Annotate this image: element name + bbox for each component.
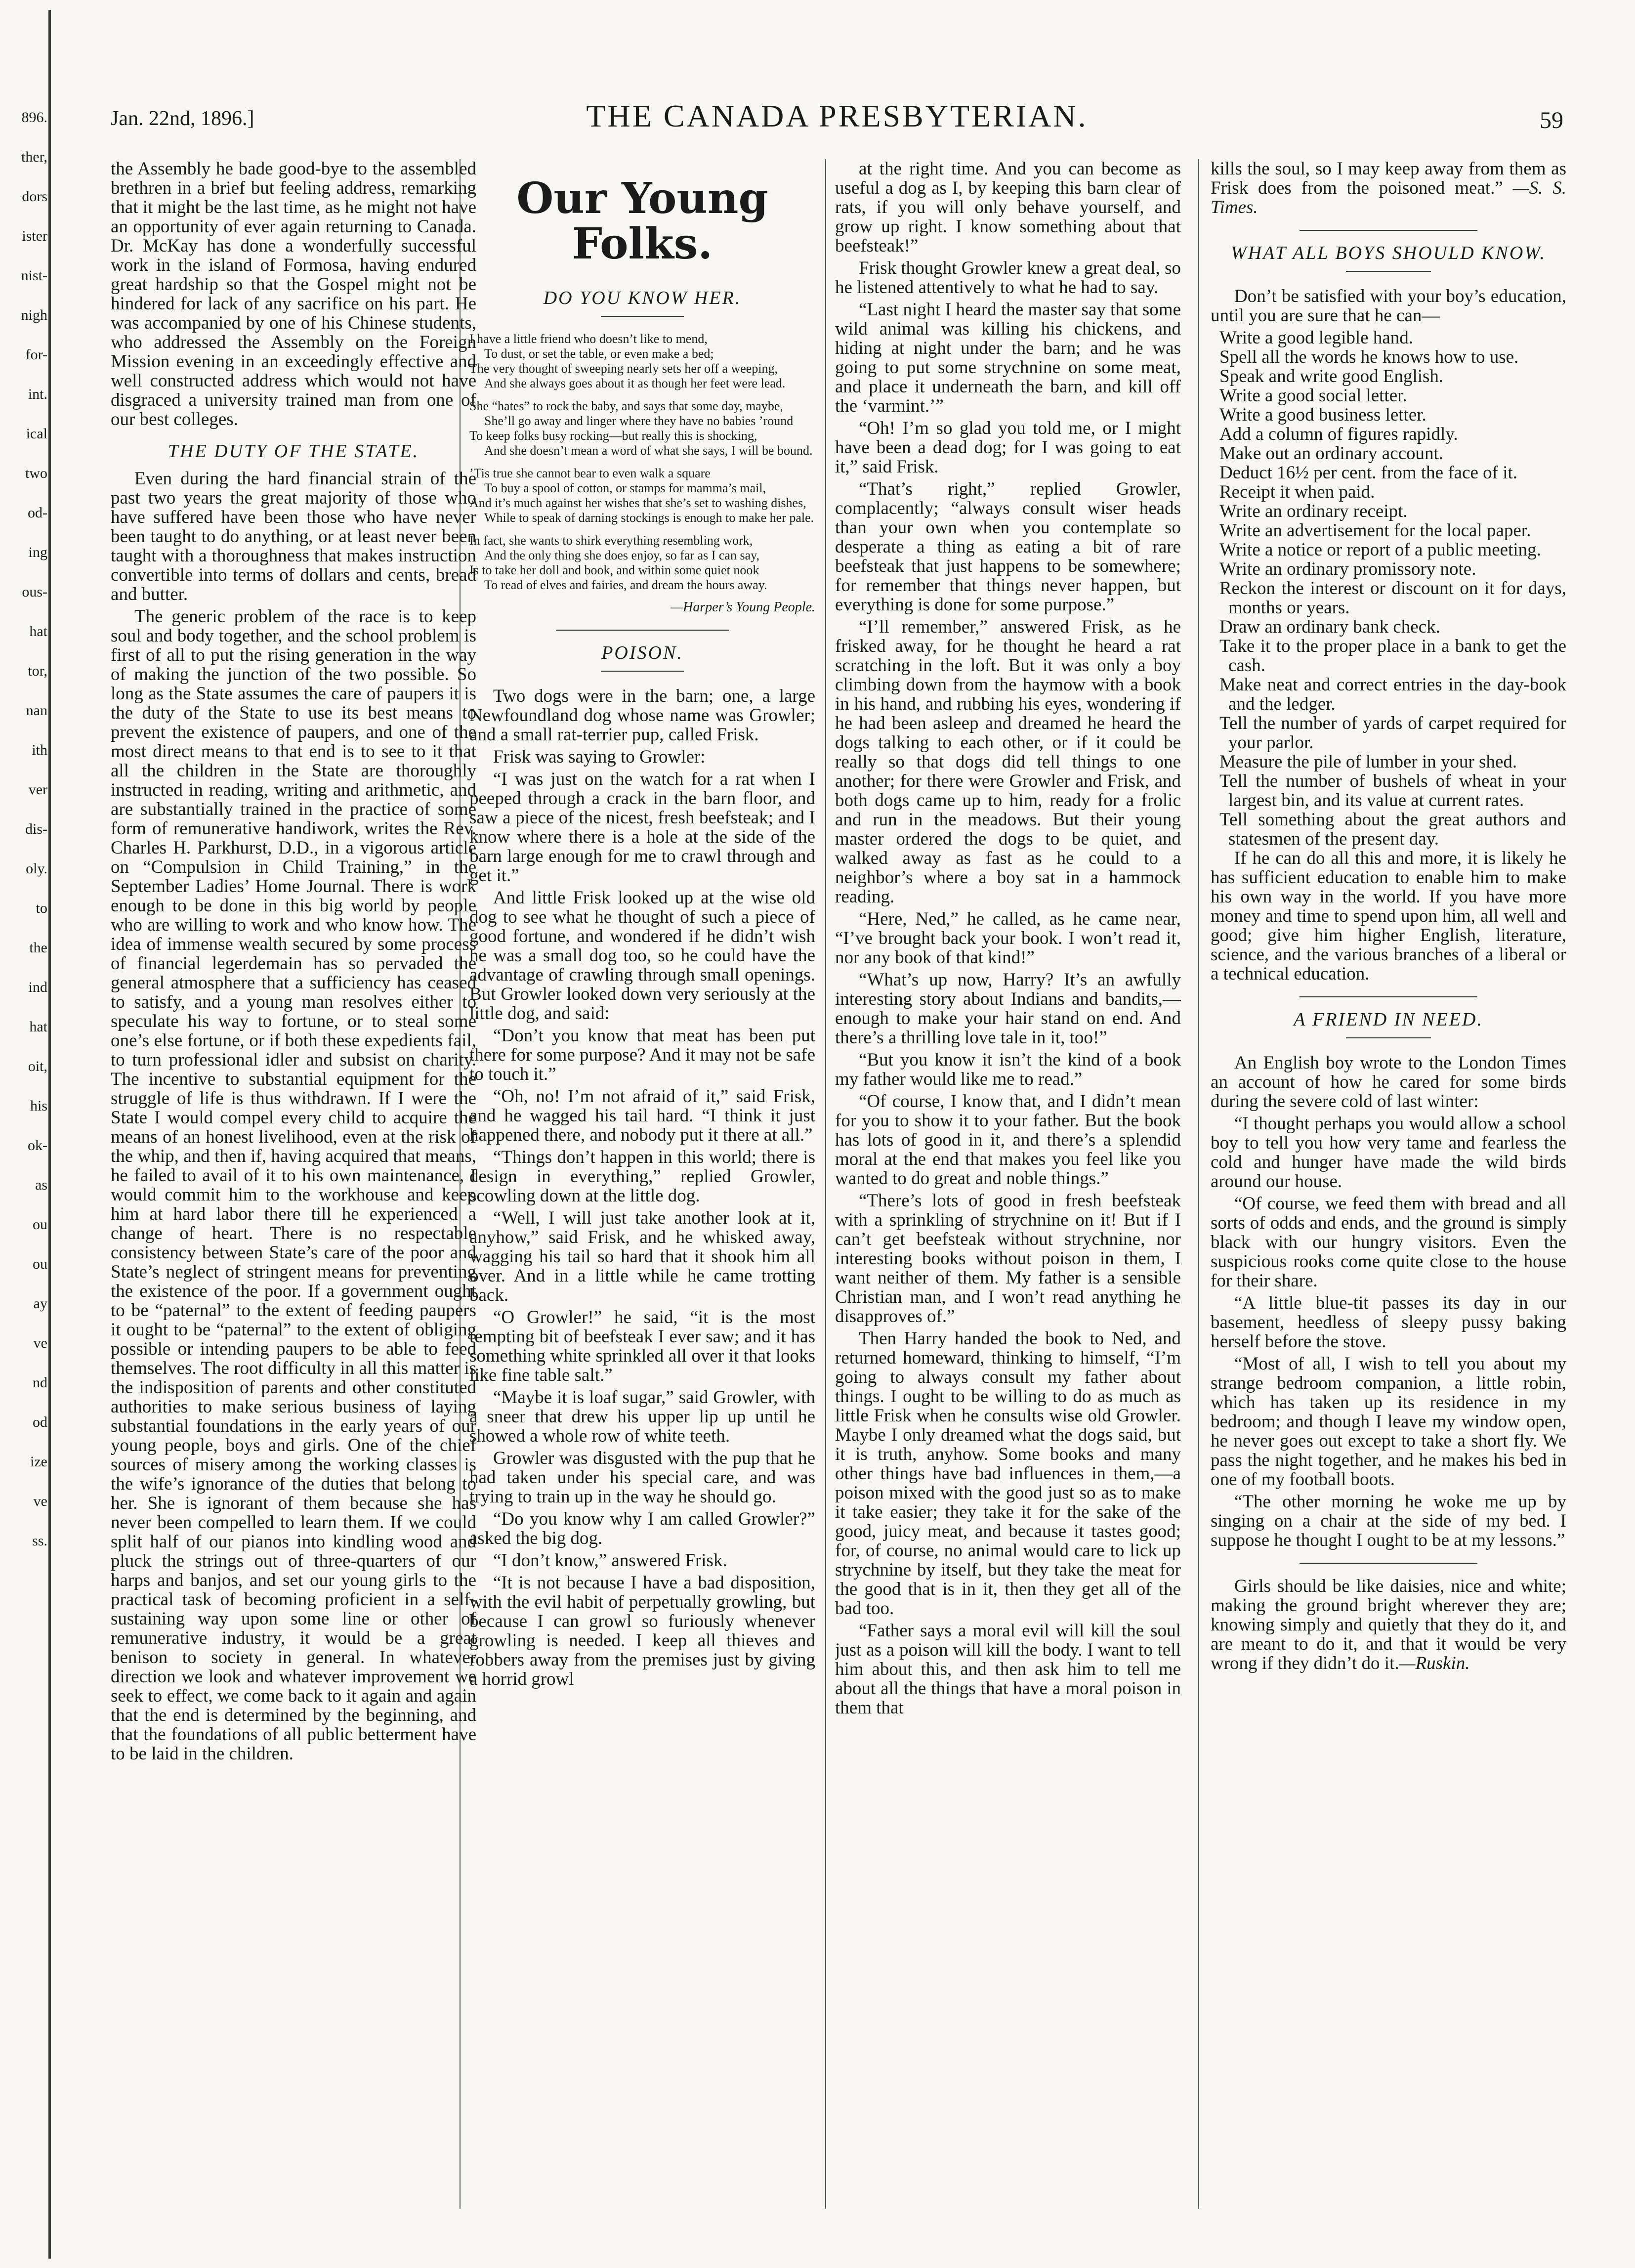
paragraph: The generic problem of the race is to keep soul and body together, and the school problem is first of all to put the rising generation in the way of making the junction of the two possible. So long as the State assumes the care of paupers it is the duty of the State to use its best means to prevent the existence of paupers, and one of the most direct means to that end is to see to it that all the children in the State are thoroughly instructed in reading, writing and arithmetic, and are substantially trained in the practice of some form of remunerative handiwork, writes the Rev. Charles H. Parkhurst, D.D., in a vigorous article on “Compulsion in Child Training,” in the September Ladies’ Home Journal. There is work enough to be done in this big world by people who are willing to work and who know how. The idea of immense wealth secured by some process of financial legerdemain has so pervaded the general atmosphere that a sufficiency has ceased to satisfy, and a young man resolves either to speculate his way to fortune, or to steal some one’s else fortune, or if both these expedients fail, to turn professional idler and subsist on charity. The incentive to substantial equipment for the struggle of life is thus withdrawn. If I were the State I would compel every child to acquire the means of an honest livelihood, even at the risk of the whip, and then if, having acquired that means, he failed to avail of it to his own maintenance, I would commit him to the workhouse and keep him at hard labor there till he experienced a change of heart. There is no respectable consistency between State’s care of the poor and State’s neglect of stringent means for preventing the existence of the poor. If a government ought to be “paternal” to the extent of feeding paupers it ought to be “paternal” to the extent of obliging possible or intending paupers to be able to feed themselves. The root difficulty in all this matter is the indisposition of parents and other constituted authorities to make serious business of laying substantial foundations in the early years of our young people, boys and girls. One of the chief sources of misery among the working classes is the wife’s ignorance of the duties that belong to her. She is ignorant of them because she has never been compelled to learn them. If we could split half of our pianos into kindling wood and pluck the strings out of three-quarters of our harps and banjos, and set our young girls to the practical task of becoming proficient in a self-sustaining way upon some line or other of remunerative industry, it would be a great benison to society in general. In whatever direction we look and whatever improvement we seek to effect, we come back to it again and again that the end is determined by the beginning, and that the foundations of all public betterment have to be laid in the children. <box>111 606 476 1764</box>
edge-fragment: for- <box>25 346 47 363</box>
boys-close: If he can do all this and more, it is likely he has sufficient education to enable him to make his own way in the world. If you have more money and time to spend upon him, all well and good; give him higher English, literature, science, and the various branches of a liberal or a technical education. <box>1211 848 1566 984</box>
edge-fragment: ical <box>26 426 47 442</box>
section-rule <box>1300 230 1477 231</box>
column-4 <box>1211 159 1566 2209</box>
paragraph: Two dogs were in the barn; one, a large Newfoundland dog whose name was Growler; and a small rat-terrier pup, called Frisk. <box>469 686 815 745</box>
paragraph: “Well, I will just take another look at it, anyhow,” said Frisk, and he whisked away, wagging his tail so hard that it shook him all over. And in a little while he came trotting back. <box>469 1208 815 1305</box>
story-ending-text: kills the soul, so I may keep away from them as Frisk does from the poisoned meat.” <box>1211 159 1566 198</box>
paragraph: And little Frisk looked up at the wise old dog to see what he thought of such a piece of good fortune, and wondered if he didn’t wish he was a small dog too, so he could have the advantage of crawling through small openings. But Growler looked down very seriously at the little dog, and said: <box>469 888 815 1024</box>
boys-heading: WHAT ALL BOYS SHOULD KNOW. <box>1231 243 1546 263</box>
story-source: —S. S. Times. <box>1211 178 1566 217</box>
edge-fragment: nigh <box>21 307 47 323</box>
edge-fragment: ou <box>33 1216 47 1233</box>
paragraph: “What’s up now, Harry? It’s an awfully interesting story about Indians and bandits,—enough to make your hair stand on end. And there’s a thrilling love tale in it, too!” <box>835 970 1181 1048</box>
closing-text: Girls should be like daisies, nice and white; making the ground bright wherever they are; knowing simply and quietly that they do it, and are meant to do it, and that it would be very wrong if they didn’t do it. <box>1211 1576 1566 1673</box>
list-item: Measure the pile of lumber in your shed. <box>1219 752 1517 772</box>
paragraph: “I thought perhaps you would allow a school boy to tell you how very tame and fearless the cold and hunger have made the wild birds around our house. <box>1211 1113 1566 1192</box>
poem-line: While to speak of darning stockings is enough to make her pale. <box>484 511 814 525</box>
duty-of-state-body <box>111 469 476 1763</box>
column-rule <box>1198 159 1199 2209</box>
edge-fragment: ith <box>32 742 47 758</box>
paragraph: “Things don’t happen in this world; there is design in everything,” replied Growler, scowling down at the little dog. <box>469 1147 815 1206</box>
edge-fragment: ize <box>30 1454 47 1470</box>
list-item: Tell the number of yards of carpet required for your parlor. <box>1219 713 1566 753</box>
column-rule <box>825 159 826 2209</box>
poem-line: Is to take her doll and book, and within some quiet nook <box>469 563 759 577</box>
paragraph: “But you know it isn’t the kind of a book my father would like me to read.” <box>835 1050 1181 1089</box>
edge-fragment: ve <box>33 1335 47 1351</box>
section-rule <box>1300 996 1477 997</box>
paragraph: “Here, Ned,” he called, as he came near, “I’ve brought back your book. I won’t read it, nor any book of that kind!” <box>835 909 1181 968</box>
page-number: 59 <box>1540 107 1563 133</box>
edge-fragment: nist- <box>21 267 47 284</box>
poem-line: She “hates” to rock the baby, and says that some day, maybe, <box>469 399 783 413</box>
list-item: Add a column of figures rapidly. <box>1219 424 1458 444</box>
edge-fragment: ss. <box>32 1533 47 1549</box>
edge-fragment: nan <box>26 702 47 719</box>
edge-fragment: ou <box>33 1256 47 1272</box>
list-item: Reckon the interest or discount on it for days, months or years. <box>1219 578 1566 618</box>
edge-fragment: nd <box>33 1374 47 1391</box>
poem-line: I have a little friend who doesn’t like to mend, <box>469 332 708 346</box>
column-1 <box>111 159 476 2209</box>
paragraph: “O Growler!” he said, “it is the most tempting bit of beefsteak I ever saw; and it has something white sprinkled all over it that looks like fine table salt.” <box>469 1307 815 1385</box>
masthead: THE CANADA PRESBYTERIAN. <box>586 98 1088 133</box>
mckay-paragraph: the Assembly he bade good-bye to the assembled brethren in a brief but feeling address, remarking that it might be the last time, as he might not have an opportunity of ever again returning to Canada. Dr. McKay has done a wonderfully successful work in the island of Formosa, having endured great hardship so that the Gospel might not be hindered for lack of any sacrifice on his part. He was accompanied by one of his Chinese students, who addressed the Assembly on the Foreign Mission evening in an exceedingly effective and well constructed address which would not have disgraced a university trained man from one of our best colleges. <box>111 159 476 429</box>
paragraph: Even during the hard financial strain of the past two years the great majority of those who have suffered have been those who have never been taught to do anything, or at least never been taught with a thoroughness that makes instruction convertible into terms of dollars and cents, bread and butter. <box>111 469 476 604</box>
column-2 <box>469 159 815 2209</box>
poem-line: To buy a spool of cotton, or stamps for mamma’s mail, <box>484 481 766 495</box>
edge-fragment: od- <box>28 505 47 521</box>
poison-story-continued <box>835 159 1181 1717</box>
paragraph: “I was just on the watch for a rat when I peeped through a crack in the barn floor, and saw a piece of the nicest, fresh beefsteak; and I know where there is a hole at the side of the barn large enough for me to crawl through and get it.” <box>469 769 815 886</box>
poem-line: And she always goes about it as though her feet were lead. <box>484 376 786 390</box>
edge-fragment: dors <box>22 188 47 205</box>
paragraph: “I’ll remember,” answered Frisk, as he frisked away, for he thought he heard a rat scratching in the loft. But it was only a boy climbing down from the haymow with a book in his hand, and rubbing his eyes, wondering if he had been asleep and dreamed he heard the dogs talking to each other, or if it could be really so that dogs did tell things to one another; for there were Growler and Frisk, and both dogs came up to him, ready for a frolic and run in the meadows. But their young master ordered the dogs to be quiet, and walked away as fast as he could to a neighbor’s where a boy sat in a hammock reading. <box>835 617 1181 907</box>
paragraph: “There’s lots of good in fresh beefsteak with a sprinkling of strychnine on it! But if I can’t get beefsteak without strychnine, nor interesting books without poison in them, I want neither of them. My father is a sensible Christian man, and I won’t read anything he disapproves of.” <box>835 1191 1181 1327</box>
paragraph: “A little blue-tit passes its day in our basement, heedless of sleepy pussy baking herself before the stove. <box>1211 1293 1566 1352</box>
list-item: Write an ordinary receipt. <box>1219 501 1408 521</box>
list-item: Write a notice or report of a public meeting. <box>1219 540 1541 560</box>
paragraph: “Oh! I’m so glad you told me, or I might have been a dead dog; for I was going to eat it,” said Frisk. <box>835 418 1181 477</box>
paragraph: “Don’t you know that meat has been put there for some purpose? And it may not be safe to touch it.” <box>469 1026 815 1084</box>
paragraph: Then Harry handed the book to Ned, and returned homeward, thinking to himself, “I’m going to always consult my father about things. I ought to be willing to do as much as little Frisk when he consults wise old Growler. Maybe I only dreamed what the dogs said, but it is truth, anyhow. Some books and many other things have bad influences in them,—a poison mixed with the good just so as to make it take easier; they take it for the sake of the good, juicy meat, and because it tastes good; for, of course, no animal would care to lick up strychnine by itself, but they take the meat for the good that is in it, then they get all of the bad too. <box>835 1328 1181 1619</box>
issue-date: Jan. 22nd, 1896.] <box>111 107 254 130</box>
poem-line: The very thought of sweeping nearly sets her off a weeping, <box>469 361 778 376</box>
poem-line: And it’s much against her wishes that she’s set to washing dishes, <box>469 496 806 510</box>
poison-story-body <box>469 686 815 1689</box>
poem-line: In fact, she wants to shirk everything resembling work, <box>469 533 753 548</box>
edge-fragment: 896. <box>21 109 47 126</box>
edge-fragment: hat <box>29 1019 47 1035</box>
boys-list <box>1211 328 1566 849</box>
list-item: Make out an ordinary account. <box>1219 443 1444 464</box>
poem-line: And she doesn’t mean a word of what she says, I will be bound. <box>484 443 813 458</box>
paragraph: “Of course, I know that, and I didn’t mean for you to show it to your father. But the book has lots of good in it, and there’s a splendid moral at the end that makes you feel like you wanted to do great and noble things.” <box>835 1091 1181 1189</box>
paragraph: “Maybe it is loaf sugar,” said Growler, with a sneer that drew his upper lip up until he showed a whole row of white teeth. <box>469 1387 815 1446</box>
poem-line: To read of elves and fairies, and dream the hours away. <box>484 578 767 592</box>
edge-fragment: hat <box>29 623 47 640</box>
edge-fragment: two <box>25 465 47 481</box>
paragraph: at the right time. And you can become as useful a dog as I, by keeping this barn clear of rats, if you will only behave yourself, and grow up right. I know something about that beefsteak!” <box>835 159 1181 256</box>
list-item: Spell all the words he knows how to use. <box>1219 347 1519 367</box>
closing-quote <box>1211 1577 1566 1673</box>
edge-fragment: ay <box>33 1295 47 1312</box>
story-ending <box>1211 159 1566 217</box>
paragraph: “The other morning he woke me up by singing on a chair at the side of my bed. I suppose he thought I ought to be at my lessons.” <box>1211 1492 1566 1550</box>
friend-body <box>1211 1053 1566 1550</box>
list-item: Take it to the proper place in a bank to get the cash. <box>1219 636 1566 676</box>
poem-line: And the only thing she does enjoy, so far as I can say, <box>484 548 759 562</box>
list-item: Receipt it when paid. <box>1219 482 1375 502</box>
poem-body <box>469 332 815 593</box>
edge-fragment: ver <box>28 781 47 798</box>
paragraph: “Of course, we feed them with bread and all sorts of odds and ends, and the ground is simply black with our hungry visitors. Even the suspicious rooks come quite close to the house for their share. <box>1211 1194 1566 1291</box>
paragraph: “That’s right,” replied Growler, complacently; “always consult wiser heads than your own when you contemplate so desperate a thing as eating a bit of rare beefsteak that just happens to be somewhere; for remember that things never happen, but everything is done for some purpose.” <box>835 479 1181 615</box>
section-rule <box>1300 1563 1477 1564</box>
edge-fragment: ther, <box>21 149 47 165</box>
poem-line: She’ll go away and linger where they have no babies ’round <box>484 414 794 428</box>
edge-fragment: oly. <box>26 860 47 877</box>
list-item: Write an advertisement for the local paper. <box>1219 520 1531 541</box>
article-heading-duty-of-state: THE DUTY OF THE STATE. <box>168 441 419 462</box>
paragraph: Growler was disgusted with the pup that he had taken under his special care, and was trying to train up in the way he should go. <box>469 1448 815 1507</box>
page-header <box>111 98 1563 137</box>
list-item: Write a good legible hand. <box>1219 328 1414 348</box>
paragraph: “Most of all, I wish to tell you about my strange bedroom companion, a little robin, which has taken up its residence in my bedroom; and though I leave my window open, he never goes out except to take a short fly. We pass the night together, and he makes his bed in one of my football boots. <box>1211 1354 1566 1490</box>
paragraph: “I don’t know,” answered Frisk. <box>493 1550 727 1571</box>
poem-line: To keep folks busy rocking—but really this is shocking, <box>469 428 757 443</box>
heading-rule <box>1346 271 1431 272</box>
edge-fragment: ister <box>22 228 47 244</box>
poem-heading: DO YOU KNOW HER. <box>543 288 742 308</box>
paragraph: “It is not because I have a bad disposition, with the evil habit of perpetually growling, but because I can growl so furiously whenever growling is needed. I keep all thieves and robbers away from the premises just by giving a horrid growl <box>469 1573 815 1689</box>
edge-fragment: tor, <box>28 663 47 679</box>
list-item: Write a good business letter. <box>1219 405 1426 425</box>
poem-source: —Harper’s Young People. <box>671 599 815 615</box>
list-item: Deduct 16½ per cent. from the face of it. <box>1219 463 1518 483</box>
edge-fragment: ve <box>33 1493 47 1509</box>
closing-source: —Ruskin. <box>1399 1653 1470 1673</box>
section-rule <box>556 630 729 631</box>
friend-heading: A FRIEND IN NEED. <box>1294 1009 1483 1030</box>
edge-fragment: int. <box>28 386 47 402</box>
heading-rule <box>601 671 684 672</box>
list-item: Tell something about the great authors and statesmen of the present day. <box>1219 810 1566 849</box>
heading-rule <box>601 316 684 317</box>
list-item: Draw an ordinary bank check. <box>1219 617 1440 637</box>
poem-line: ’Tis true she cannot bear to even walk a square <box>469 466 711 480</box>
edge-fragment: ing <box>28 544 47 560</box>
edge-fragment: ind <box>28 979 47 995</box>
edge-fragment: ok- <box>28 1137 47 1154</box>
edge-fragment: oit, <box>28 1058 47 1074</box>
list-item: Speak and write good English. <box>1219 366 1444 386</box>
paragraph: “Do you know why I am called Growler?” asked the big dog. <box>469 1509 815 1548</box>
story-heading: POISON. <box>601 642 683 663</box>
edge-fragment: as <box>35 1177 47 1193</box>
edge-fragment: his <box>30 1098 47 1114</box>
edge-fragment: dis- <box>25 821 47 837</box>
list-item: Write an ordinary promissory note. <box>1219 559 1476 579</box>
paragraph: “Father says a moral evil will kill the soul just as a poison will kill the body. I want to tell him about this, and then ask him to tell me about all the things that have a moral poison in them that <box>835 1621 1181 1718</box>
edge-fragment: to <box>36 900 47 916</box>
list-item: Make neat and correct entries in the day-book and the ledger. <box>1219 675 1566 714</box>
paragraph: “Oh, no! I’m not afraid of it,” said Frisk, and he wagged his tail hard. “I think it just happened there, and nobody put it there at all.” <box>469 1086 815 1145</box>
paragraph: An English boy wrote to the London Times an account of how he cared for some birds during the severe cold of last winter: <box>1211 1053 1566 1112</box>
edge-fragment: od <box>33 1414 47 1430</box>
column-3 <box>835 159 1181 2209</box>
heading-rule <box>1346 1037 1431 1038</box>
paragraph: Frisk was saying to Growler: <box>493 747 706 767</box>
edge-fragment: the <box>29 940 47 956</box>
paragraph: “Last night I heard the master say that some wild animal was killing his chickens, and hiding at night under the barn; and he was going to put some strychnine on some meat, and place it underneath the barn, and kill off the ‘varmint.’” <box>835 300 1181 416</box>
list-item: Write a good social letter. <box>1219 385 1407 406</box>
boys-intro: Don’t be satisfied with your boy’s education, until you are sure that he can— <box>1211 286 1566 326</box>
poem-line: To dust, or set the table, or even make a bed; <box>484 346 714 361</box>
adjacent-page-edge <box>0 0 74 2268</box>
paragraph: Frisk thought Growler knew a great deal, so he listened attentively to what he had to say. <box>835 258 1181 298</box>
list-item: Tell the number of bushels of wheat in your largest bin, and its value at current rates. <box>1219 771 1566 811</box>
edge-fragment: ous- <box>22 584 47 600</box>
section-title: Our Young Folks. <box>516 173 768 269</box>
binding-rule <box>48 10 51 2259</box>
